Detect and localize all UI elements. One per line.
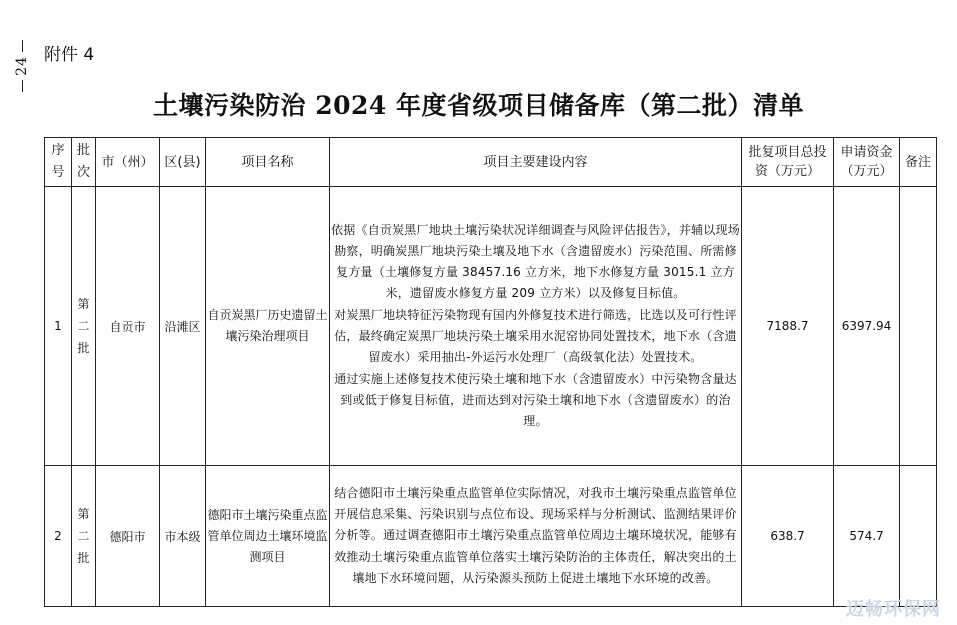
- header-seq: 序号: [45, 138, 72, 187]
- cell-batch: 第二批: [72, 187, 96, 466]
- cell-requested-funds: 574.7: [834, 466, 900, 607]
- cell-project-name: 德阳市土壤污染重点监管单位周边土壤环境监测项目: [206, 466, 330, 607]
- cell-district: 沿滩区: [160, 187, 206, 466]
- header-project-name: 项目名称: [206, 138, 330, 187]
- cell-remarks: [900, 187, 937, 466]
- header-batch: 批次: [72, 138, 96, 187]
- page-number: 24: [14, 56, 30, 76]
- cell-city: 自贡市: [96, 187, 160, 466]
- header-city: 市（州）: [96, 138, 160, 187]
- header-remarks: 备注: [900, 138, 937, 187]
- content-paragraph: 结合德阳市土壤污染重点监管单位实际情况，对我市土壤污染重点监管单位开展信息采集、污染识别与点位布设、现场采样与分析测试、监测结果评价分析等。通过调查德阳市土壤污染重点监管单位周边土壤环境状况，能够有效推动土壤污染重点监管单位落实土壤污染防治的主体责任，解决突出的土壤地下水环境问题，从污染源头预防上促进土壤地下水环境的改善。: [334, 485, 737, 585]
- cell-seq: 2: [45, 466, 72, 607]
- content-paragraph: 对炭黑厂地块特征污染物现有国内外修复技术进行筛选，比选以及可行性评估，最终确定炭黑厂地块污染土壤采用水泥窑协同处置技术，地下水（含遗留废水）采用抽出-外运污水处理厂（高级氧化法）处置技术。: [334, 307, 737, 365]
- table-header-row: [45, 138, 937, 187]
- cell-content: [330, 187, 742, 466]
- watermark: 迈畅环保网: [846, 599, 941, 620]
- header-content: 项目主要建设内容: [330, 138, 742, 187]
- cell-total-investment: 638.7: [742, 466, 834, 607]
- cell-seq: 1: [45, 187, 72, 466]
- document-title: 土壤污染防治 2024 年度省级项目储备库（第二批）清单: [153, 91, 804, 120]
- table-row: [45, 187, 937, 466]
- divider: [22, 40, 23, 52]
- cell-batch: 第二批: [72, 466, 96, 607]
- cell-requested-funds: 6397.94: [834, 187, 900, 466]
- header-district: 区(县): [160, 138, 206, 187]
- cell-content: [330, 466, 742, 607]
- content-paragraph: 通过实施上述修复技术使污染土壤和地下水（含遗留废水）中污染物含量达到或低于修复目标值，进而达到对污染土壤和地下水（含遗留废水）的治理。: [334, 371, 737, 429]
- cell-total-investment: 7188.7: [742, 187, 834, 466]
- table-row: [45, 466, 937, 607]
- attachment-label: 附件 4: [44, 45, 95, 65]
- cell-project-name: 自贡炭黑厂历史遗留土壤污染治理项目: [206, 187, 330, 466]
- header-requested-funds: 申请资金（万元）: [834, 138, 900, 187]
- cell-remarks: [900, 466, 937, 607]
- cell-district: 市本级: [160, 466, 206, 607]
- cell-city: 德阳市: [96, 466, 160, 607]
- header-total-investment: 批复项目总投资（万元）: [742, 138, 834, 187]
- project-list-table: [44, 137, 937, 607]
- content-paragraph: 依据《自贡炭黑厂地块土壤污染状况详细调查与风险评估报告》，并辅以现场勘察，明确炭黑厂地块污染土壤及地下水（含遗留废水）污染范围、所需修复方量（土壤修复方量 38457.16 立方米，地下水修复方量 3015.1 立方米，遗留废水修复方量 209 立方米）以及修复目标值。: [331, 222, 740, 301]
